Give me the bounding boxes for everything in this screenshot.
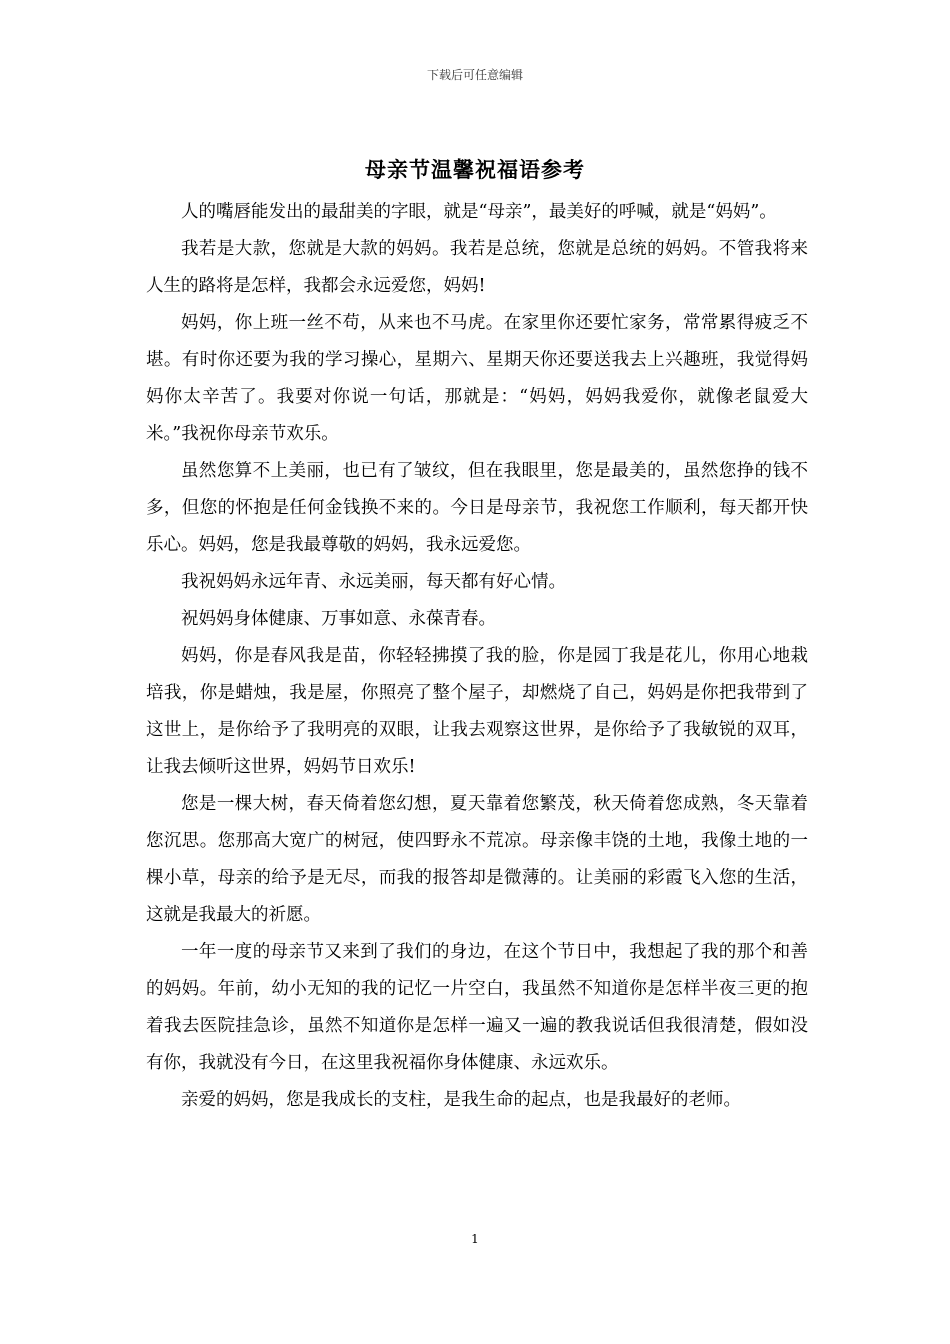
page-number: 1 [471, 1232, 479, 1246]
paragraph: 妈妈，你是春风我是苗，你轻轻拂摸了我的脸，你是园丁我是花儿，你用心地栽培我，你是蜡烛，我是屋，你照亮了整个屋子，却燃烧了自己，妈妈是你把我带到了这世上，是你给予了我明亮的双眼，让我去观察这世界，是你给予了我敏锐的双耳，让我去倾听这世界，妈妈节日欢乐! [146, 646, 808, 777]
document-body [146, 194, 808, 1119]
paragraph: 我祝妈妈永远年青、永远美丽，每天都有好心情。 [181, 572, 566, 592]
paragraph: 虽然您算不上美丽，也已有了皱纹，但在我眼里，您是最美的，虽然您挣的钱不多，但您的怀抱是任何金钱换不来的。今日是母亲节，我祝您工作顺利，每天都开快乐心。妈妈，您是我最尊敬的妈妈，我永远爱您。 [146, 461, 808, 555]
document-title: 母亲节温馨祝福语参考 [365, 157, 585, 182]
header-note: 下载后可任意编辑 [426, 68, 523, 82]
paragraph: 人的嘴唇能发出的最甜美的字眼，就是“母亲”，最美好的呼喊，就是“妈妈”。 [181, 202, 777, 222]
paragraph: 我若是大款，您就是大款的妈妈。我若是总统，您就是总统的妈妈。不管我将来人生的路将是怎样，我都会永远爱您，妈妈! [146, 239, 808, 296]
paragraph: 您是一棵大树，春天倚着您幻想，夏天靠着您繁茂，秋天倚着您成熟，冬天靠着您沉思。您那高大宽广的树冠，使四野永不荒凉。母亲像丰饶的土地，我像土地的一棵小草，母亲的给予是无尽，而我的报答却是微薄的。让美丽的彩霞飞入您的生活，这就是我最大的祈愿。 [146, 794, 808, 925]
paragraph: 妈妈，你上班一丝不苟，从来也不马虎。在家里你还要忙家务，常常累得疲乏不堪。有时你还要为我的学习操心，星期六、星期天你还要送我去上兴趣班，我觉得妈妈你太辛苦了。我要对你说一句话，那就是：“妈妈，妈妈我爱你，就像老鼠爱大米。”我祝你母亲节欢乐。 [146, 313, 808, 444]
paragraph: 一年一度的母亲节又来到了我们的身边，在这个节日中，我想起了我的那个和善的妈妈。年前，幼小无知的我的记忆一片空白，我虽然不知道你是怎样半夜三更的抱着我去医院挂急诊，虽然不知道你是怎样一遍又一遍的教我说话但我很清楚，假如没有你，我就没有今日，在这里我祝福你身体健康、永远欢乐。 [146, 942, 808, 1073]
paragraph: 祝妈妈身体健康、万事如意、永葆青春。 [181, 609, 496, 629]
paragraph: 亲爱的妈妈，您是我成长的支柱，是我生命的起点，也是我最好的老师。 [181, 1090, 741, 1110]
